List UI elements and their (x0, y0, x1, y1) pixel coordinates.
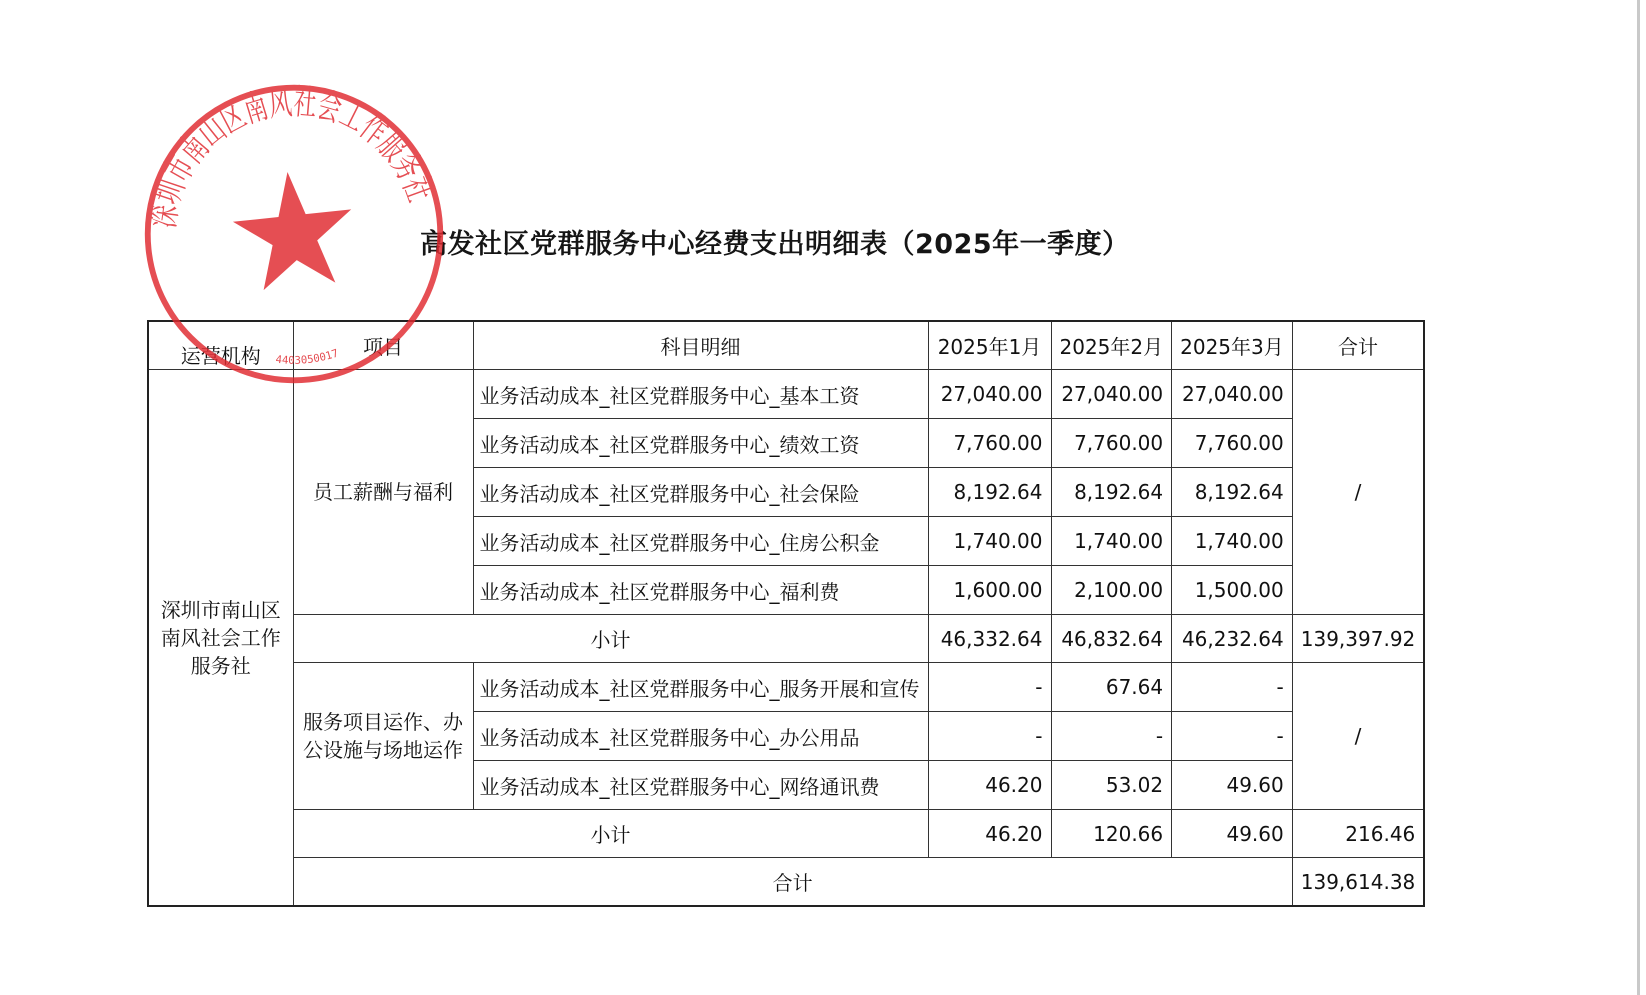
header-month-1: 2025年1月 (928, 321, 1051, 370)
scan-edge-line (1637, 0, 1640, 995)
detail-cell: 业务活动成本_社区党群服务中心_服务开展和宣传 (473, 663, 928, 712)
group-total-mark: / (1292, 663, 1424, 810)
detail-cell: 业务活动成本_社区党群服务中心_社会保险 (473, 468, 928, 517)
month-2-cell: - (1051, 712, 1172, 761)
month-3-cell: - (1172, 712, 1293, 761)
month-1-cell: 46.20 (928, 761, 1051, 810)
subtotal-month-2: 120.66 (1051, 810, 1172, 858)
detail-cell: 业务活动成本_社区党群服务中心_福利费 (473, 566, 928, 615)
detail-cell: 业务活动成本_社区党群服务中心_基本工资 (473, 370, 928, 419)
subtotal-row (148, 615, 1424, 663)
subtotal-row (148, 810, 1424, 858)
month-1-cell: - (928, 712, 1051, 761)
project-label: 员工薪酬与福利 (293, 370, 473, 615)
grand-total-label: 合计 (293, 858, 1292, 907)
table-header-row (148, 321, 1424, 370)
month-2-cell: 7,760.00 (1051, 419, 1172, 468)
month-2-cell: 8,192.64 (1051, 468, 1172, 517)
document-title: 高发社区党群服务中心经费支出明细表（2025年一季度） (420, 229, 1130, 260)
month-3-cell: 1,740.00 (1172, 517, 1293, 566)
month-1-cell: - (928, 663, 1051, 712)
header-project: 项目 (293, 321, 473, 370)
seal-text: 深圳市南山区南风社会工作服务社 (141, 80, 445, 231)
month-2-cell: 67.64 (1051, 663, 1172, 712)
month-3-cell: 1,500.00 (1172, 566, 1293, 615)
header-detail: 科目明细 (473, 321, 928, 370)
month-3-cell: - (1172, 663, 1293, 712)
header-total: 合计 (1292, 321, 1424, 370)
month-1-cell: 1,740.00 (928, 517, 1051, 566)
star-icon (228, 166, 358, 293)
table-row (148, 370, 1424, 419)
detail-cell: 业务活动成本_社区党群服务中心_住房公积金 (473, 517, 928, 566)
month-3-cell: 27,040.00 (1172, 370, 1293, 419)
month-1-cell: 1,600.00 (928, 566, 1051, 615)
month-2-cell: 53.02 (1051, 761, 1172, 810)
subtotal-month-2: 46,832.64 (1051, 615, 1172, 663)
group-total-mark: / (1292, 370, 1424, 615)
subtotal-total: 139,397.92 (1292, 615, 1424, 663)
subtotal-total: 216.46 (1292, 810, 1424, 858)
month-2-cell: 27,040.00 (1051, 370, 1172, 419)
month-2-cell: 1,740.00 (1051, 517, 1172, 566)
month-2-cell: 2,100.00 (1051, 566, 1172, 615)
month-3-cell: 8,192.64 (1172, 468, 1293, 517)
month-3-cell: 7,760.00 (1172, 419, 1293, 468)
subtotal-month-3: 46,232.64 (1172, 615, 1293, 663)
grand-total-row (148, 858, 1424, 907)
header-org: 运营机构 (148, 321, 293, 370)
month-1-cell: 8,192.64 (928, 468, 1051, 517)
header-month-3: 2025年3月 (1172, 321, 1293, 370)
subtotal-month-1: 46.20 (928, 810, 1051, 858)
detail-cell: 业务活动成本_社区党群服务中心_绩效工资 (473, 419, 928, 468)
grand-total-value: 139,614.38 (1292, 858, 1424, 907)
month-1-cell: 7,760.00 (928, 419, 1051, 468)
detail-cell: 业务活动成本_社区党群服务中心_办公用品 (473, 712, 928, 761)
subtotal-month-1: 46,332.64 (928, 615, 1051, 663)
month-1-cell: 27,040.00 (928, 370, 1051, 419)
org-name: 深圳市南山区南风社会工作服务社 (148, 370, 293, 907)
detail-cell: 业务活动成本_社区党群服务中心_网络通讯费 (473, 761, 928, 810)
subtotal-label: 小计 (293, 810, 928, 858)
seal-code: 4403050017 (274, 346, 341, 367)
table-row (148, 663, 1424, 712)
subtotal-label: 小计 (293, 615, 928, 663)
expense-table (147, 320, 1425, 907)
month-3-cell: 49.60 (1172, 761, 1293, 810)
project-label: 服务项目运作、办公设施与场地运作 (293, 663, 473, 810)
subtotal-month-3: 49.60 (1172, 810, 1293, 858)
header-month-2: 2025年2月 (1051, 321, 1172, 370)
